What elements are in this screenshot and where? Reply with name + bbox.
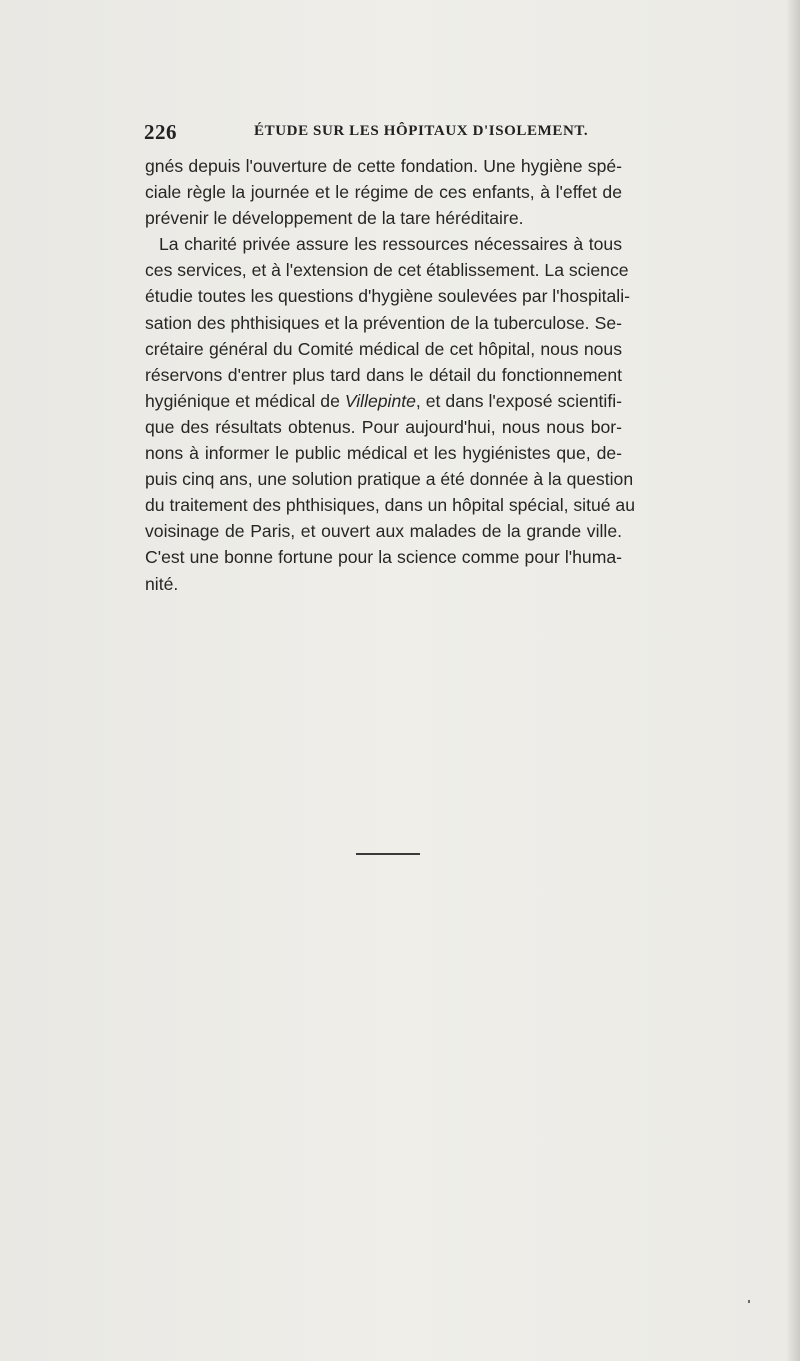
page-number: 226 <box>144 120 177 144</box>
header-title: ÉTUDE SUR LES HÔPITAUX D'ISOLEMENT. <box>254 123 589 139</box>
text-line-with-italic <box>145 388 622 414</box>
text-line: réservons d'entrer plus tard dans le détail du fonctionnement <box>145 364 622 385</box>
text-line: sation des phthisiques et la prévention de la tuberculose. Se- <box>145 312 622 333</box>
running-head <box>144 120 624 144</box>
text-segment: hygiénique et médical de <box>145 390 345 411</box>
page-edge-shadow <box>786 0 800 1361</box>
paper-speck <box>748 1300 750 1303</box>
section-divider-rule <box>356 853 420 855</box>
body-paragraphs <box>145 153 636 597</box>
text-segment: , et dans l'exposé scientifi- <box>415 390 623 411</box>
text-line: que des résultats obtenus. Pour aujourd'hui, nous nous bor- <box>145 416 622 437</box>
text-line: nité. <box>145 573 179 594</box>
text-line: voisinage de Paris, et ouvert aux malades de la grande ville. <box>145 521 622 542</box>
text-line: La charité privée assure les ressources nécessaires à tous <box>159 234 622 255</box>
text-line: gnés depuis l'ouverture de cette fondation. Une hygiène spé- <box>145 156 622 176</box>
text-line: étudie toutes les questions d'hygiène soulevées par l'hospitali- <box>145 286 630 307</box>
italic-place-name: Villepinte <box>344 390 416 411</box>
text-line: ciale règle la journée et le régime de ces enfants, à l'effet de <box>145 182 622 203</box>
text-line: nons à informer le public médical et les hygiénistes que, de- <box>145 443 622 464</box>
text-line: ces services, et à l'extension de cet établissement. La science <box>145 260 629 281</box>
text-line: puis cinq ans, une solution pratique a été donnée à la question <box>145 469 634 490</box>
text-line: du traitement des phthisiques, dans un hôpital spécial, situé au <box>145 495 636 516</box>
text-line: C'est une bonne fortune pour la science comme pour l'huma- <box>145 547 622 568</box>
text-line: prévenir le développement de la tare héréditaire. <box>145 208 524 229</box>
text-line: crétaire général du Comité médical de cet hôpital, nous nous <box>145 338 622 359</box>
